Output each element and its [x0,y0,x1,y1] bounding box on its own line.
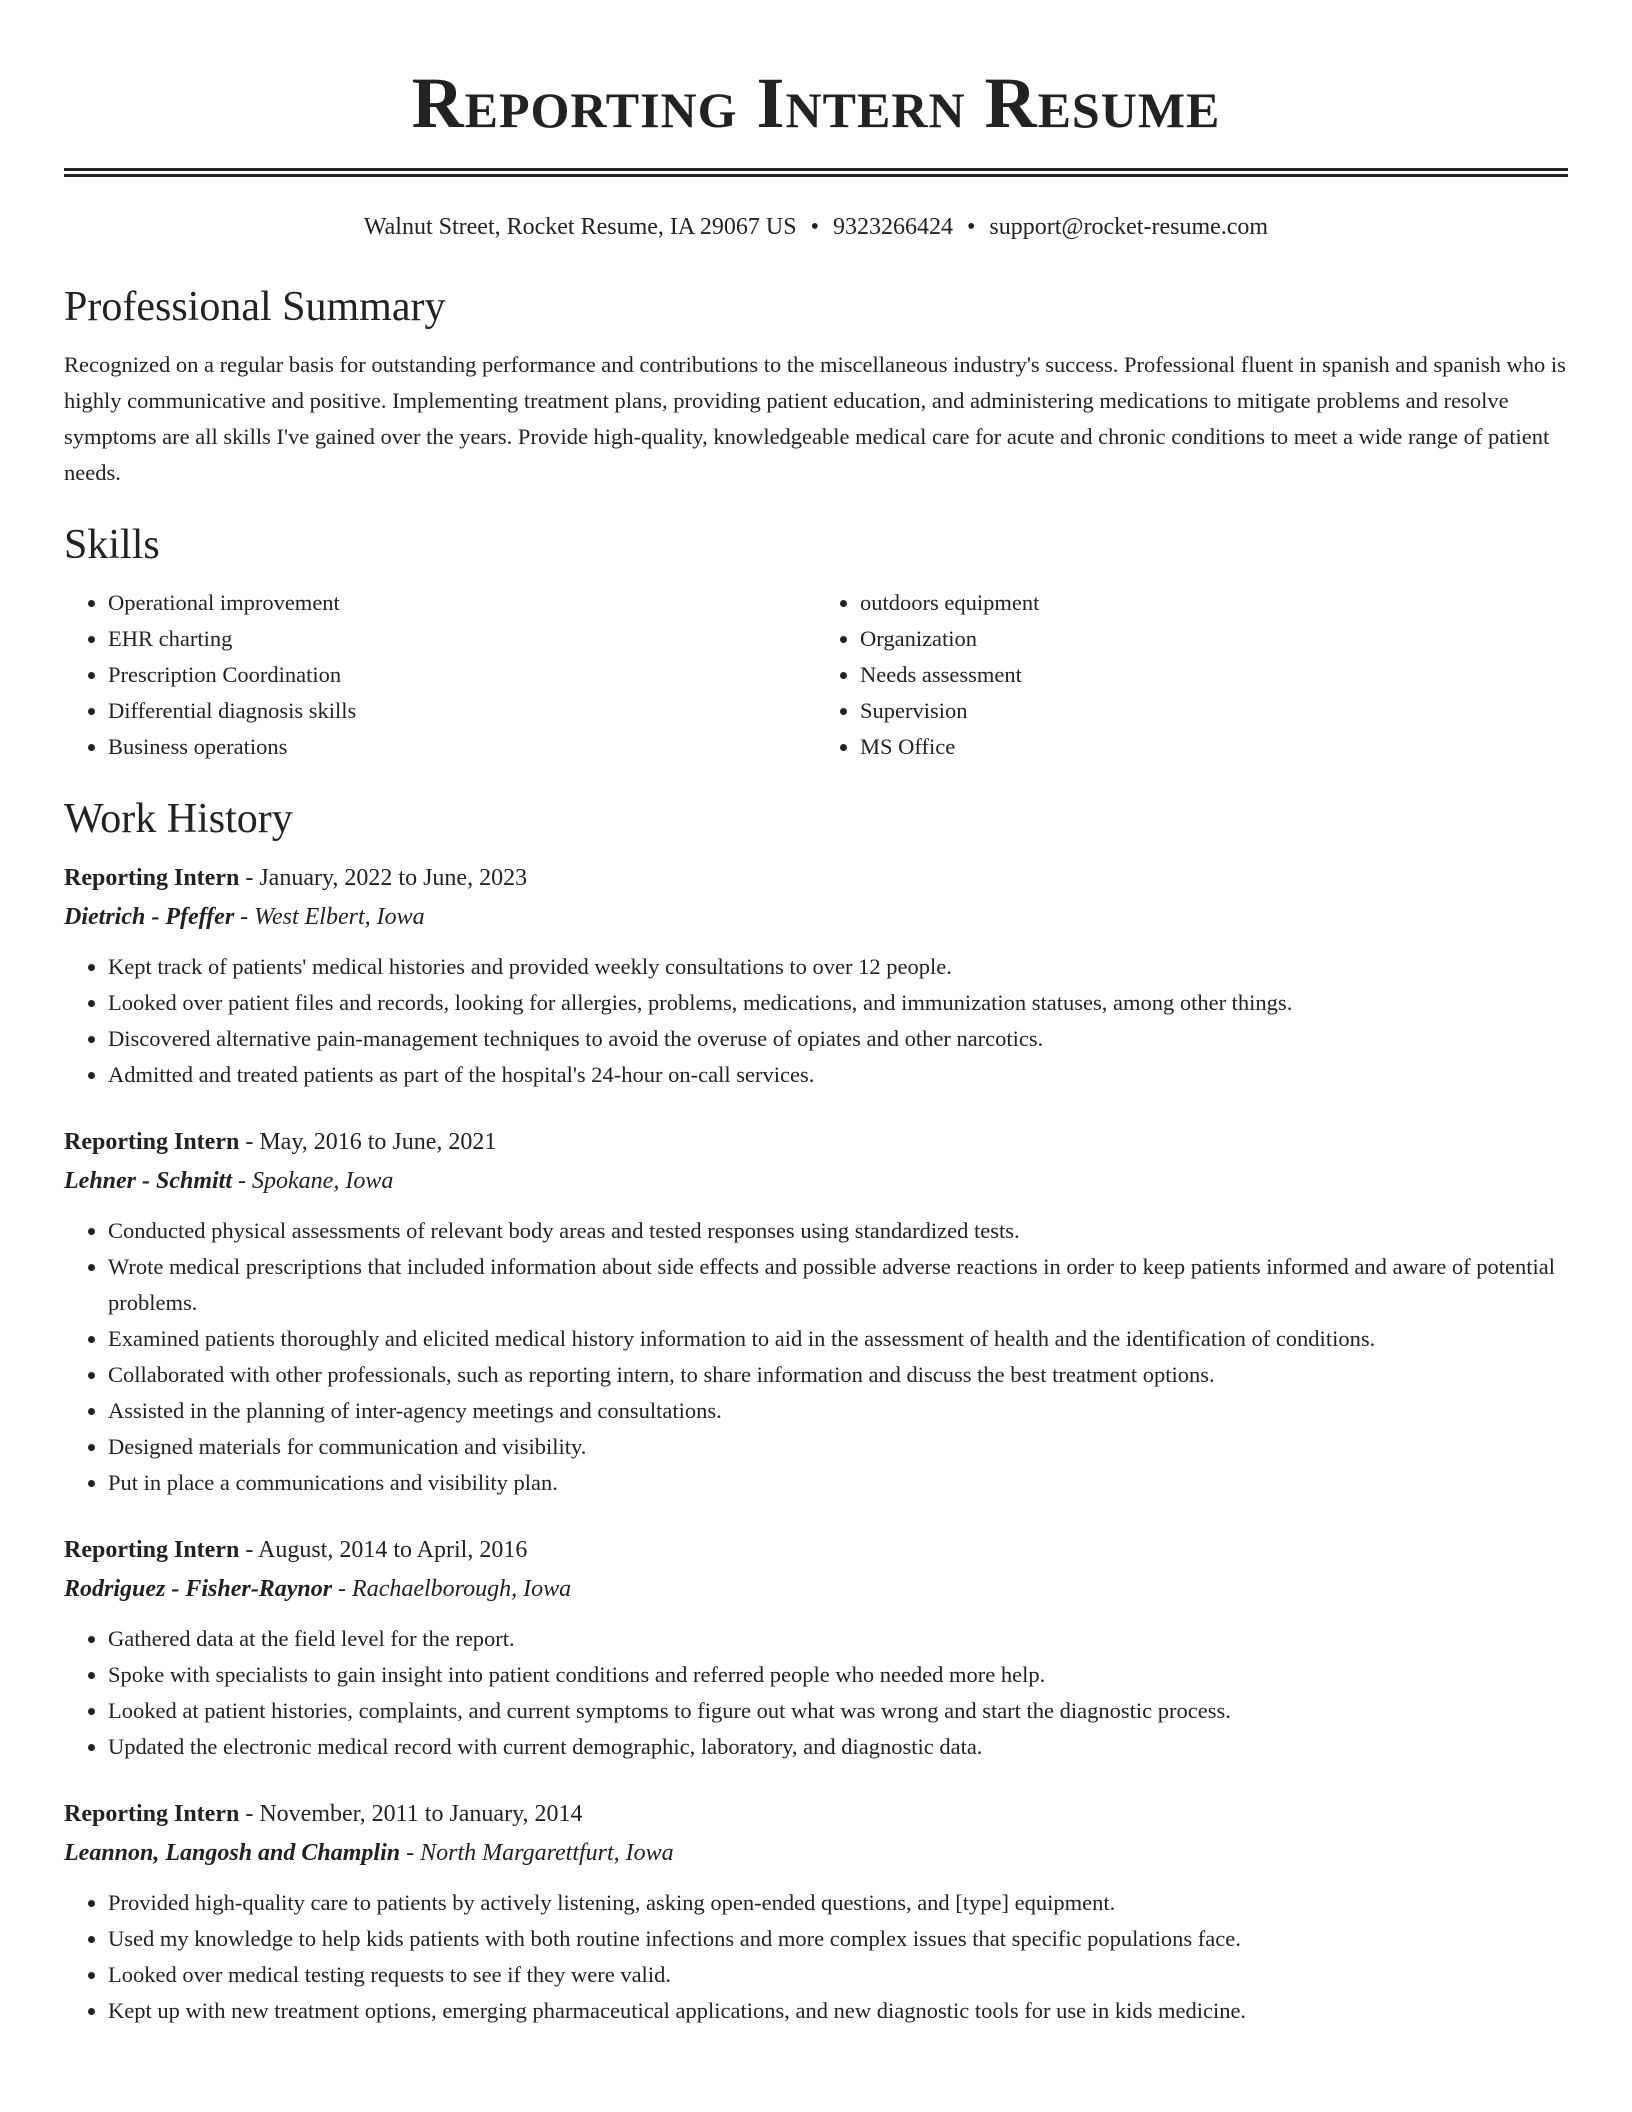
job-entry [64,1531,1568,1765]
job-dates: August, 2014 to April, 2016 [258,1537,528,1563]
skill-item: • Needs assessment [860,657,1568,693]
skills-column-left [64,585,816,765]
skills-heading: Skills [64,522,160,568]
job-dash: - [234,904,255,930]
skill-item: • outdoors equipment [860,585,1568,621]
skill-item: • Business operations [108,729,816,765]
job-title-line [64,1123,1568,1161]
job-bullets [64,1213,1568,1501]
job-role: Reporting Intern [64,1537,240,1563]
job-bullet: • Admitted and treated patients as part of the hospital's 24-hour on-call services. [108,1057,1568,1093]
skill-item: • Organization [860,621,1568,657]
job-bullet: • Designed materials for communication and visibility. [108,1429,1568,1465]
job-dash: - [332,1576,353,1602]
company-location: West Elbert, Iowa [254,904,425,930]
contact-separator: • [810,214,819,240]
job-dash: - [239,865,260,891]
job-bullet: • Conducted physical assessments of relevant body areas and tested responses using standardized tests. [108,1213,1568,1249]
company-location: Rachaelborough, Iowa [352,1576,572,1602]
job-entry [64,859,1568,1093]
job-dash: - [232,1168,253,1194]
company-location: Spokane, Iowa [252,1168,394,1194]
job-bullet: • Examined patients thoroughly and elicited medical history information to aid in the assessment of health and the identification of conditions. [108,1321,1568,1357]
skill-item: • MS Office [860,729,1568,765]
job-bullet: • Kept up with new treatment options, emerging pharmaceutical applications, and new diagnostic tools for use in kids medicine. [108,1993,1568,2029]
job-title-line [64,1531,1568,1569]
contact-email[interactable]: support@rocket-resume.com [989,214,1269,240]
skill-item: • Operational improvement [108,585,816,621]
company-location: North Margarettfurt, Iowa [420,1840,674,1866]
job-title-line [64,859,1568,897]
job-dash: - [239,1129,260,1155]
company-name: Rodriguez - Fisher-Raynor [64,1576,333,1602]
job-bullets [64,949,1568,1093]
job-bullet: • Spoke with specialists to gain insight into patient conditions and referred people who needed more help. [108,1657,1568,1693]
job-bullets [64,1885,1568,2029]
job-bullet: • Gathered data at the field level for the report. [108,1621,1568,1657]
job-dates: November, 2011 to January, 2014 [259,1801,583,1827]
skills-column-right [816,585,1568,765]
job-title-line [64,1795,1568,1833]
job-role: Reporting Intern [64,865,240,891]
company-line [64,1569,1568,1609]
job-dash: - [400,1840,421,1866]
job-role: Reporting Intern [64,1129,240,1155]
job-dash: - [239,1801,260,1827]
work-history-heading: Work History [64,796,293,842]
job-bullet: • Looked at patient histories, complaints, and current symptoms to figure out what was wrong and start the diagnostic process. [108,1693,1568,1729]
job-bullet: • Updated the electronic medical record with current demographic, laboratory, and diagnostic data. [108,1729,1568,1765]
job-bullet: • Kept track of patients' medical histories and provided weekly consultations to over 12 people. [108,949,1568,985]
job-bullet: • Assisted in the planning of inter-agency meetings and consultations. [108,1393,1568,1429]
skill-item: • Supervision [860,693,1568,729]
job-role: Reporting Intern [64,1801,240,1827]
contact-address: Walnut Street, Rocket Resume, IA 29067 US [363,214,797,240]
company-name: Dietrich - Pfeffer [64,904,235,930]
job-bullet: • Wrote medical prescriptions that included information about side effects and possible adverse reactions in order to keep patients informed and aware of potential problems. [108,1249,1568,1321]
company-line [64,1161,1568,1201]
company-name: Leannon, Langosh and Champlin [64,1840,401,1866]
job-entry [64,1795,1568,2029]
job-bullet: • Provided high-quality care to patients by actively listening, asking open-ended questions, and [type] equipment. [108,1885,1568,1921]
job-bullet: • Used my knowledge to help kids patients with both routine infections and more complex issues that specific populations face. [108,1921,1568,1957]
job-bullets [64,1621,1568,1765]
contact-separator: • [967,214,976,240]
job-bullet: • Collaborated with other professionals, such as reporting intern, to share information and discuss the best treatment options. [108,1357,1568,1393]
resume-title: Reporting Intern Resume [411,63,1221,143]
title-divider [64,168,1568,177]
contact-phone: 9323266424 [833,214,953,240]
company-name: Lehner - Schmitt [64,1168,233,1194]
job-entry [64,1123,1568,1501]
job-bullet: • Put in place a communications and visibility plan. [108,1465,1568,1501]
job-dates: May, 2016 to June, 2021 [259,1129,497,1155]
skill-item: • Prescription Coordination [108,657,816,693]
company-line [64,1833,1568,1873]
summary-text: Recognized on a regular basis for outstanding performance and contributions to the miscellaneous industry's success. Professional fluent in spanish and spanish who is highly communicative and positive. Implementing treatment plans, providing patient education, and administering medications to mitigate problems and resolve symptoms are all skills I've gained over the years. Provide high-quality, knowledgeable medical care for acute and chronic conditions to meet a wide range of patient needs. [64,352,1566,485]
company-line [64,897,1568,937]
skill-item: • EHR charting [108,621,816,657]
job-dash: - [239,1537,258,1563]
contact-line [64,211,1568,243]
job-dates: January, 2022 to June, 2023 [259,865,528,891]
summary-heading: Professional Summary [64,284,446,330]
skill-item: • Differential diagnosis skills [108,693,816,729]
job-bullet: • Looked over medical testing requests to see if they were valid. [108,1957,1568,1993]
job-bullet: • Looked over patient files and records, looking for allergies, problems, medications, and immunization statuses, among other things. [108,985,1568,1021]
job-bullet: • Discovered alternative pain-management techniques to avoid the overuse of opiates and other narcotics. [108,1021,1568,1057]
skills-list [64,585,1568,765]
